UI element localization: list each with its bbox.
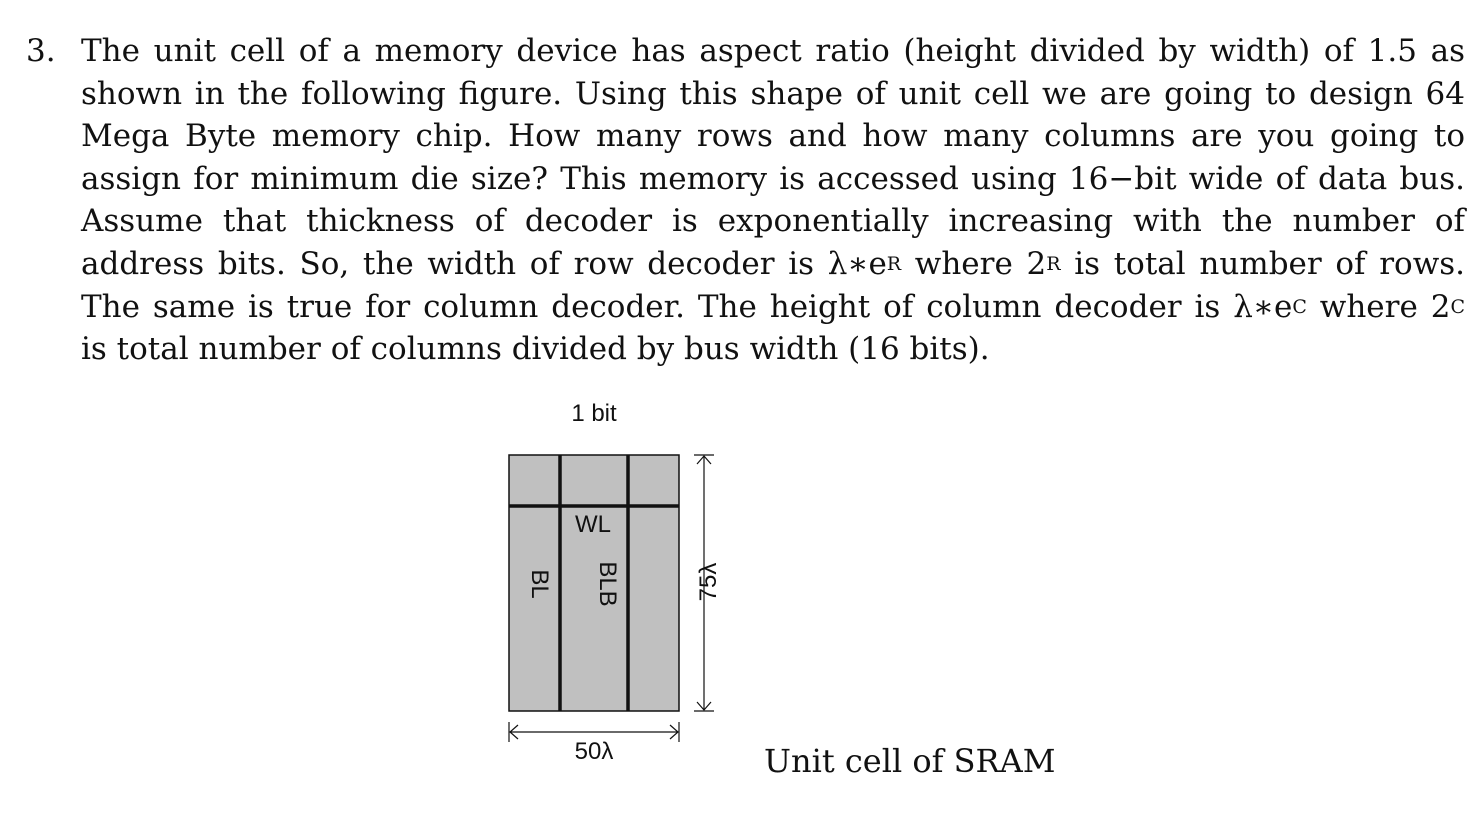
- question-text-run: where 2: [1306, 288, 1451, 325]
- question-text-run: where 2: [901, 246, 1047, 282]
- question-text-run: The same is true for column decoder. The height of column decoder is λ∗e: [81, 288, 1293, 325]
- superscript: C: [1292, 295, 1307, 318]
- question-text-run: assign for minimum die size? This memory is accessed using 16−bit wide of data bus.: [81, 160, 1465, 197]
- question-number: 3.: [26, 33, 56, 69]
- question-text-run: is total number of rows.: [1060, 246, 1465, 282]
- bitline-label: BL: [526, 569, 553, 599]
- question-text-run: Assume that thickness of decoder is exponentially increasing with the number of: [81, 203, 1465, 240]
- superscript: R: [1046, 253, 1061, 275]
- question-text-run: address bits. So, the width of row decoder is λ∗e: [81, 246, 887, 282]
- height-label: 75λ: [695, 562, 722, 602]
- figure-caption: Unit cell of SRAM: [764, 742, 1056, 780]
- question-text-run: shown in the following figure. Using this shape of unit cell we are going to design 64: [81, 75, 1465, 112]
- bit-label: 1 bit: [571, 400, 617, 427]
- superscript: C: [1450, 295, 1465, 318]
- question-text-run: The unit cell of a memory device has aspect ratio (height divided by width) of 1.5 as: [81, 33, 1465, 69]
- width-label: 50λ: [574, 738, 614, 765]
- wordline-label: WL: [575, 511, 611, 538]
- superscript: R: [886, 253, 902, 275]
- bitline-bar-label: BLB: [594, 561, 621, 607]
- question-text-run: Mega Byte memory chip. How many rows and how many columns are you going to: [81, 118, 1465, 155]
- question-text-run: is total number of columns divided by bus width (16 bits).: [81, 331, 990, 368]
